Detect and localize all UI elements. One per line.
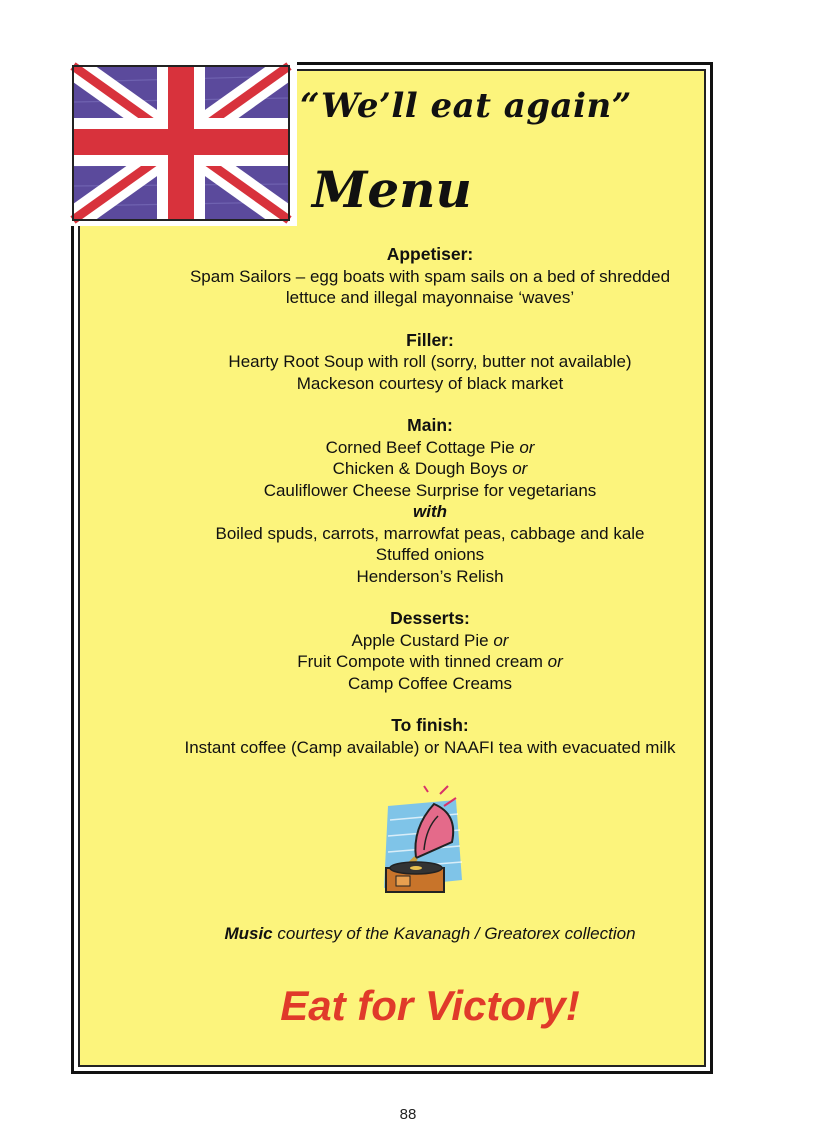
section-appetiser	[80, 244, 780, 309]
section-heading: Filler:	[406, 329, 454, 350]
menu-option	[80, 673, 780, 695]
menu-line: Spam Sailors – egg boats with spam sails on a bed of shredded	[189, 266, 671, 286]
or-label: or	[493, 630, 509, 650]
menu-line: Instant coffee (Camp available) or NAAFI tea with evacuated milk	[184, 737, 676, 757]
option-text: Cauliflower Cheese Surprise for vegetarians	[263, 480, 597, 500]
section-heading: Desserts:	[390, 608, 470, 628]
menu-line: lettuce and illegal mayonnaise ‘waves’	[285, 288, 575, 307]
or-label: or	[512, 459, 528, 478]
menu-option	[80, 651, 780, 673]
music-credit-text: courtesy of the Kavanagh / Greatorex collection	[277, 924, 636, 943]
menu-line: Boiled spuds, carrots, marrowfat peas, cabbage and kale	[215, 523, 645, 543]
section-main	[80, 415, 780, 587]
menu-line: Stuffed onions	[375, 545, 485, 564]
menu-option	[80, 437, 780, 459]
with-label: with	[413, 502, 447, 521]
section-desserts	[80, 608, 780, 694]
menu-option	[80, 480, 780, 502]
menu-option	[80, 630, 780, 652]
section-to-finish	[80, 715, 780, 758]
page-number: 88	[399, 1106, 417, 1123]
option-text: Chicken & Dough Boys	[332, 459, 508, 478]
menu-option	[80, 458, 780, 480]
section-heading: To finish:	[391, 715, 469, 735]
slogan: Eat for Victory!	[280, 982, 580, 1029]
union-jack-icon	[69, 62, 297, 226]
section-heading: Main:	[407, 415, 453, 435]
option-text: Fruit Compote with tinned cream	[297, 652, 543, 671]
menu-title: Menu	[312, 160, 472, 219]
menu-tagline: “We’ll eat again”	[300, 86, 632, 126]
music-credit	[80, 924, 780, 944]
or-label: or	[519, 437, 535, 457]
section-heading: Appetiser:	[386, 244, 474, 264]
section-filler	[80, 330, 780, 395]
music-label: Music	[224, 924, 273, 943]
gramophone-icon	[376, 784, 468, 906]
menu-line: Mackeson courtesy of black market	[296, 373, 564, 393]
option-text: Corned Beef Cottage Pie	[325, 437, 515, 457]
or-label: or	[547, 652, 563, 671]
option-text: Camp Coffee Creams	[347, 673, 513, 693]
menu-content	[80, 244, 780, 779]
menu-line: Hearty Root Soup with roll (sorry, butter not available)	[228, 352, 632, 371]
option-text: Apple Custard Pie	[351, 630, 489, 650]
menu-line: Henderson’s Relish	[356, 566, 504, 586]
